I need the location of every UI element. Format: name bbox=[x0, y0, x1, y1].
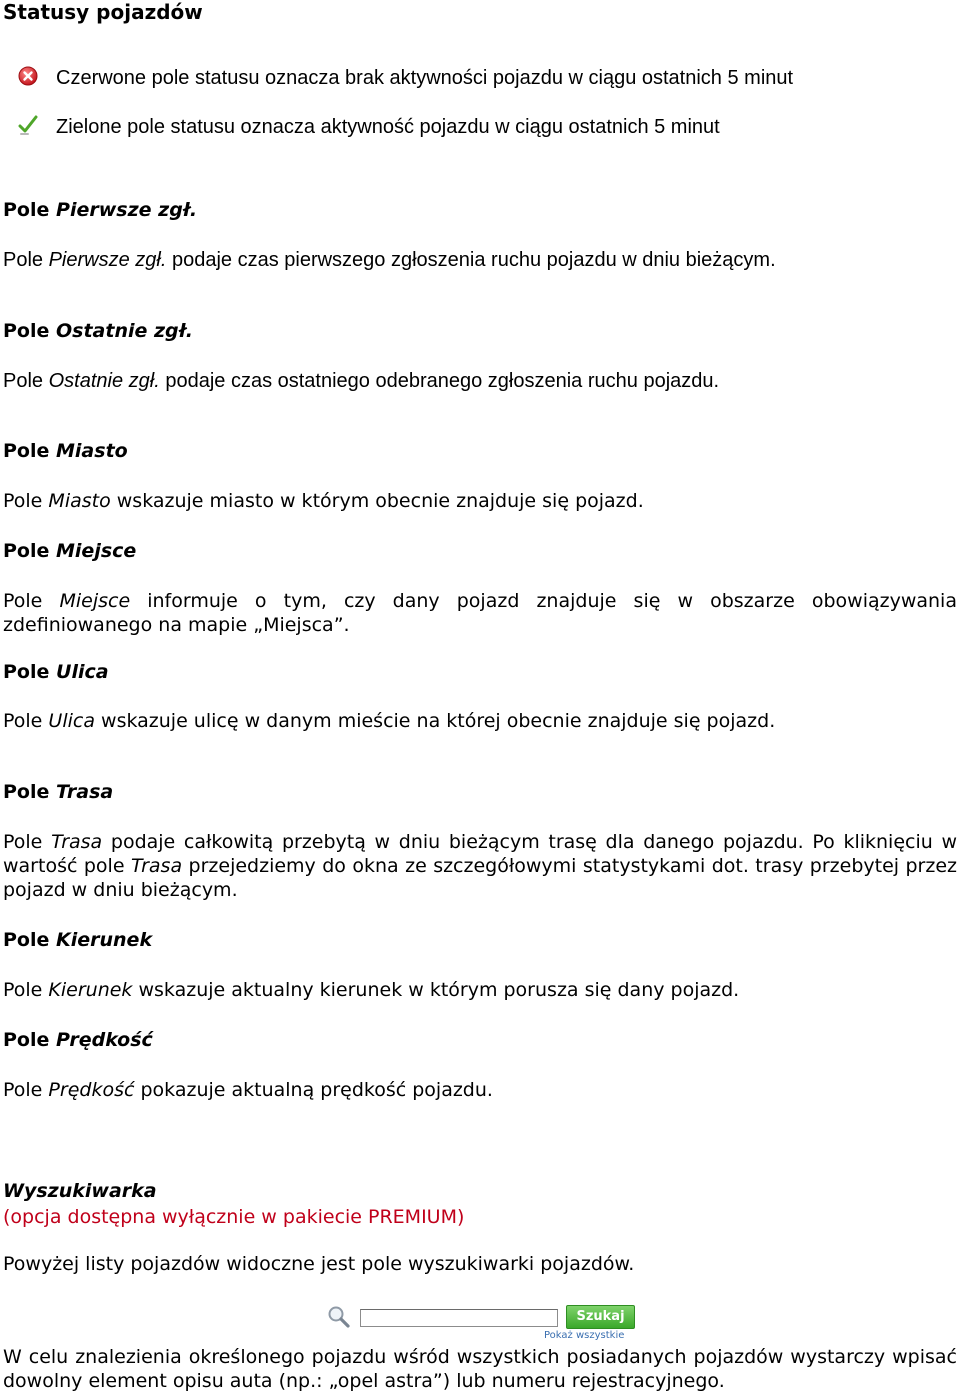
pole-word: Pole bbox=[3, 831, 43, 853]
heading-ulica bbox=[3, 661, 109, 683]
heading-pole-word: Pole bbox=[3, 440, 50, 462]
field-desc: wskazuje aktualny kierunek w którym porusza się dany pojazd. bbox=[138, 979, 740, 1001]
desc-kierunek bbox=[3, 978, 739, 1002]
pole-word: Pole bbox=[3, 979, 43, 1001]
status-green-row bbox=[18, 114, 720, 141]
heading-pole-word: Pole bbox=[3, 1029, 50, 1051]
desc-ulica bbox=[3, 709, 775, 733]
heading-pierwsze bbox=[3, 199, 197, 221]
heading-pole-word: Pole bbox=[3, 781, 50, 803]
field-desc: podaje czas pierwszego zgłoszenia ruchu pojazdu w dniu bieżącym. bbox=[171, 249, 776, 271]
field-desc-cont: przejedziemy do okna ze szczegółowymi statystykami dot. trasy przebytej przez pojazd w dniu bieżącym. bbox=[3, 855, 957, 901]
show-all-link[interactable]: Pokaż wszystkie bbox=[544, 1330, 625, 1341]
magnifier-icon bbox=[326, 1304, 352, 1335]
field-name: Miejsce bbox=[59, 590, 131, 612]
desc-trasa bbox=[3, 830, 957, 902]
pole-word: Pole bbox=[3, 710, 43, 732]
field-name: Ulica bbox=[48, 710, 95, 732]
heading-pole-word: Pole bbox=[3, 661, 50, 683]
status-green-text: Zielone pole statusu oznacza aktywność pojazdu w ciągu ostatnich 5 minut bbox=[56, 116, 720, 138]
desc-ostatnie bbox=[3, 369, 719, 393]
field-name: Trasa bbox=[51, 831, 103, 853]
search-outro: W celu znalezienia określonego pojazdu wśród wszystkich posiadanych pojazdów wystarczy wpisać dowolny element opisu auta (np.: „opel astra”) lub numeru rejestracyjnego. bbox=[3, 1346, 957, 1392]
desc-pierwsze bbox=[3, 248, 776, 272]
field-desc: pokazuje aktualną prędkość pojazdu. bbox=[140, 1079, 493, 1101]
red-x-icon bbox=[18, 66, 38, 91]
search-input[interactable] bbox=[360, 1309, 558, 1327]
heading-trasa bbox=[3, 781, 113, 803]
field-desc: podaje czas ostatniego odebranego zgłoszenia ruchu pojazdu. bbox=[165, 370, 720, 392]
field-desc: wskazuje miasto w którym obecnie znajduje się pojazd. bbox=[116, 490, 644, 512]
field-name: Kierunek bbox=[48, 979, 133, 1001]
field-desc: informuje o tym, czy dany pojazd znajduje się w obszarze obowiązywania zdefiniowanego na mapie „Miejsca”. bbox=[3, 590, 957, 636]
field-name: Miasto bbox=[56, 440, 128, 462]
field-name: Prędkość bbox=[56, 1029, 153, 1051]
field-name: Prędkość bbox=[48, 1079, 135, 1101]
heading-predkosc bbox=[3, 1029, 153, 1051]
pole-word: Pole bbox=[3, 490, 43, 512]
pole-word: Pole bbox=[3, 1079, 43, 1101]
heading-kierunek bbox=[3, 929, 152, 951]
heading-pole-word: Pole bbox=[3, 929, 50, 951]
search-widget-illustration bbox=[320, 1302, 640, 1342]
field-name: Ostatnie zgł. bbox=[48, 370, 160, 392]
status-red-row bbox=[18, 66, 793, 91]
heading-pole-word: Pole bbox=[3, 199, 50, 221]
search-button[interactable]: Szukaj bbox=[566, 1305, 635, 1329]
search-intro: Powyżej listy pojazdów widoczne jest pole wyszukiwarki pojazdów. bbox=[3, 1253, 635, 1275]
field-desc: podaje całkowitą przebytą w dniu bieżącym trasę dla danego pojazdu. Po kliknięciu w wartość pole bbox=[3, 831, 958, 877]
field-name: Pierwsze zgł. bbox=[56, 199, 198, 221]
premium-note: (opcja dostępna wyłącznie w pakiecie PREMIUM) bbox=[3, 1206, 465, 1228]
heading-pole-word: Pole bbox=[3, 540, 50, 562]
field-name: Pierwsze zgł. bbox=[48, 249, 167, 271]
field-name: Trasa bbox=[56, 781, 114, 803]
heading-miejsce bbox=[3, 540, 136, 562]
green-check-icon bbox=[18, 114, 38, 141]
status-red-text: Czerwone pole statusu oznacza brak aktywności pojazdu w ciągu ostatnich 5 minut bbox=[56, 67, 794, 89]
field-name: Kierunek bbox=[56, 929, 153, 951]
heading-miasto bbox=[3, 440, 128, 462]
page-title: Statusy pojazdów bbox=[3, 0, 203, 24]
field-name: Miasto bbox=[48, 490, 111, 512]
desc-miasto bbox=[3, 489, 644, 513]
field-name: Ulica bbox=[56, 661, 109, 683]
desc-miejsce bbox=[3, 589, 957, 637]
pole-word: Pole bbox=[3, 590, 43, 612]
heading-pole-word: Pole bbox=[3, 320, 50, 342]
pole-word: Pole bbox=[3, 370, 44, 392]
field-name: Miejsce bbox=[56, 540, 137, 562]
field-name: Ostatnie zgł. bbox=[56, 320, 194, 342]
heading-ostatnie bbox=[3, 320, 193, 342]
field-desc: wskazuje ulicę w danym mieście na której obecnie znajduje się pojazd. bbox=[101, 710, 776, 732]
desc-predkosc bbox=[3, 1078, 493, 1102]
pole-word: Pole bbox=[3, 249, 44, 271]
field-name-inline: Trasa bbox=[130, 855, 183, 877]
search-heading: Wyszukiwarka bbox=[3, 1180, 157, 1202]
